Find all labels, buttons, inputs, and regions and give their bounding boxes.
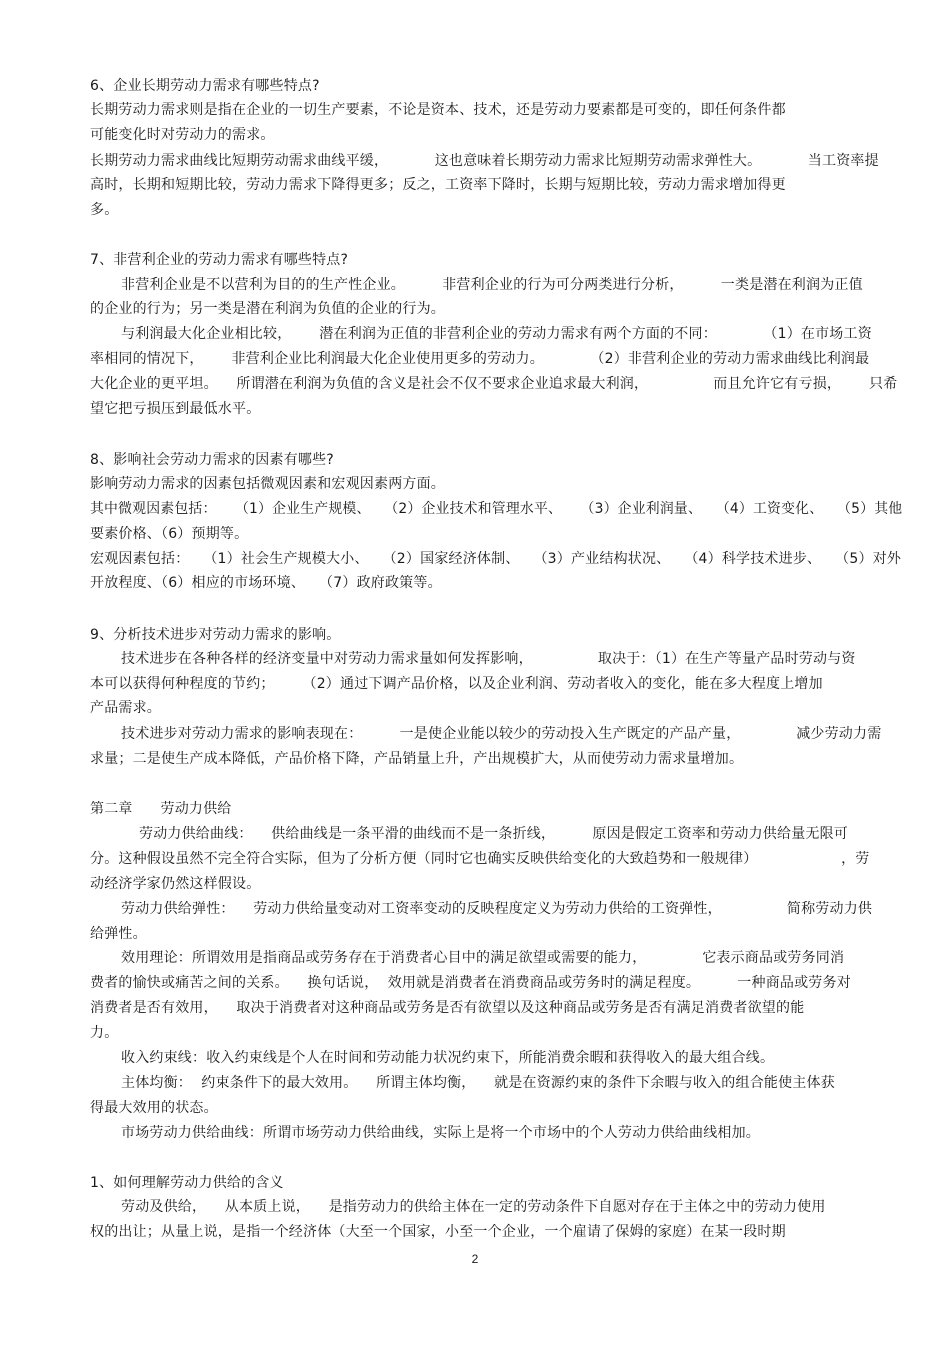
chapter-heading: 第二章 劳动力供给 xyxy=(90,801,232,817)
text-line: 望它把亏损压到最低水平。 xyxy=(90,401,261,417)
text-line: 宏观因素包括： （1）社会生产规模大小、 （2）国家经济体制、 （3）产业结构状况、 （4）科学技术进步、 （5）对外 xyxy=(90,551,902,567)
text-line: 求量；二是使生产成本降低，产品价格下降，产品销量上升，产出规模扩大，从而使劳动力需求量增加。 xyxy=(90,751,744,767)
question-6-heading: 6、企业长期劳动力需求有哪些特点? xyxy=(90,78,320,94)
question-7-heading: 7、非营利企业的劳动力需求有哪些特点? xyxy=(90,252,349,268)
text-line: 收入约束线：收入约束线是个人在时间和劳动能力状况约束下，所能消费余暇和获得收入的最大组合线。 xyxy=(121,1050,775,1066)
text-line: 消费者是否有效用， 取决于消费者对这种商品或劳务是否有欲望以及这种商品或劳务是否有满足消费者欲望的能 xyxy=(90,1000,805,1016)
text-line: 市场劳动力供给曲线：所谓市场劳动力供给曲线，实际上是将一个市场中的个人劳动力供给曲线相加。 xyxy=(121,1125,760,1141)
text-line: 率相同的情况下， 非营利企业比利润最大化企业使用更多的劳动力。 （2）非营利企业的劳动力需求曲线比利润最 xyxy=(90,351,870,367)
text-line: 动经济学家仍然这样假设。 xyxy=(90,876,261,892)
text-line: 分。这种假设虽然不完全符合实际，但为了分析方便（同时它也确实反映供给变化的大致趋势和一般规律） ，劳 xyxy=(90,851,870,867)
text-line: 大化企业的更平坦。 所谓潜在利润为负值的含义是社会不仅不要求企业追求最大利润， 而且允许它有亏损， 只希 xyxy=(90,376,898,392)
text-line: 劳动力供给曲线： 供给曲线是一条平滑的曲线而不是一条折线， 原因是假定工资率和劳动力供给量无限可 xyxy=(139,826,848,842)
text-line: 多。 xyxy=(90,202,119,218)
text-line: 得最大效用的状态。 xyxy=(90,1100,218,1116)
text-line: 技术进步对劳动力需求的影响表现在： 一是使企业能以较少的劳动投入生产既定的产品产量， 减少劳动力需 xyxy=(121,726,882,742)
question-1-heading: 1、如何理解劳动力供给的含义 xyxy=(90,1175,284,1191)
page-number: 2 xyxy=(471,1252,479,1266)
text-line: 长期劳动力需求曲线比短期劳动需求曲线平缓， 这也意味着长期劳动力需求比短期劳动需求弹性大。 当工资率提 xyxy=(90,153,879,169)
text-line: 给弹性。 xyxy=(90,926,147,942)
text-line: 其中微观因素包括： （1）企业生产规模、 （2）企业技术和管理水平、 （3）企业利润量、 （4）工资变化、 （5）其他 xyxy=(90,501,903,517)
text-line: 开放程度、（6）相应的市场环境、 （7）政府政策等。 xyxy=(90,575,442,591)
text-line: 的企业的行为；另一类是潜在利润为负值的企业的行为。 xyxy=(90,301,445,317)
text-line: 主体均衡： 约束条件下的最大效用。 所谓主体均衡， 就是在资源约束的条件下余暇与收入的组合能使主体获 xyxy=(121,1075,835,1091)
text-line: 技术进步在各种各样的经济变量中对劳动力需求量如何发挥影响， 取决于：（1）在生产等量产品时劳动与资 xyxy=(121,651,856,667)
text-line: 劳动及供给， 从本质上说， 是指劳动力的供给主体在一定的劳动条件下自愿对存在于主体之中的劳动力使用 xyxy=(121,1199,826,1215)
text-line: 要素价格、（6）预期等。 xyxy=(90,526,249,542)
text-line: 可能变化时对劳动力的需求。 xyxy=(90,127,275,143)
text-line: 与利润最大化企业相比较， 潜在利润为正值的非营利企业的劳动力需求有两个方面的不同： （1）在市场工资 xyxy=(121,326,872,342)
text-line: 费者的愉快或痛苦之间的关系。 换句话说， 效用就是消费者在消费商品或劳务时的满足程度。 一种商品或劳务对 xyxy=(90,975,851,991)
question-9-heading: 9、分析技术进步对劳动力需求的影响。 xyxy=(90,627,341,643)
text-line: 权的出让；从量上说，是指一个经济体（大至一个国家，小至一个企业，一个雇请了保姆的家庭）在某一段时期 xyxy=(90,1224,786,1240)
text-line: 力。 xyxy=(90,1025,119,1041)
text-line: 非营利企业是不以营利为目的的生产性企业。 非营利企业的行为可分两类进行分析， 一类是潜在利润为正值 xyxy=(121,277,863,293)
text-line: 本可以获得何种程度的节约； （2）通过下调产品价格，以及企业利润、劳动者收入的变化，能在多大程度上增加 xyxy=(90,676,823,692)
text-line: 影响劳动力需求的因素包括微观因素和宏观因素两方面。 xyxy=(90,476,445,492)
text-line: 效用理论：所谓效用是指商品或劳务存在于消费者心目中的满足欲望或需要的能力， 它表示商品或劳务同消 xyxy=(121,950,845,966)
text-line: 劳动力供给弹性： 劳动力供给量变动对工资率变动的反映程度定义为劳动力供给的工资弹性， 简称劳动力供 xyxy=(121,901,873,917)
text-line: 高时，长期和短期比较，劳动力需求下降得更多；反之，工资率下降时，长期与短期比较，劳动力需求增加得更 xyxy=(90,177,786,193)
question-8-heading: 8、影响社会劳动力需求的因素有哪些? xyxy=(90,452,334,468)
text-line: 长期劳动力需求则是指在企业的一切生产要素，不论是资本、技术，还是劳动力要素都是可变的，即任何条件都 xyxy=(90,102,786,118)
text-line: 产品需求。 xyxy=(90,700,161,716)
